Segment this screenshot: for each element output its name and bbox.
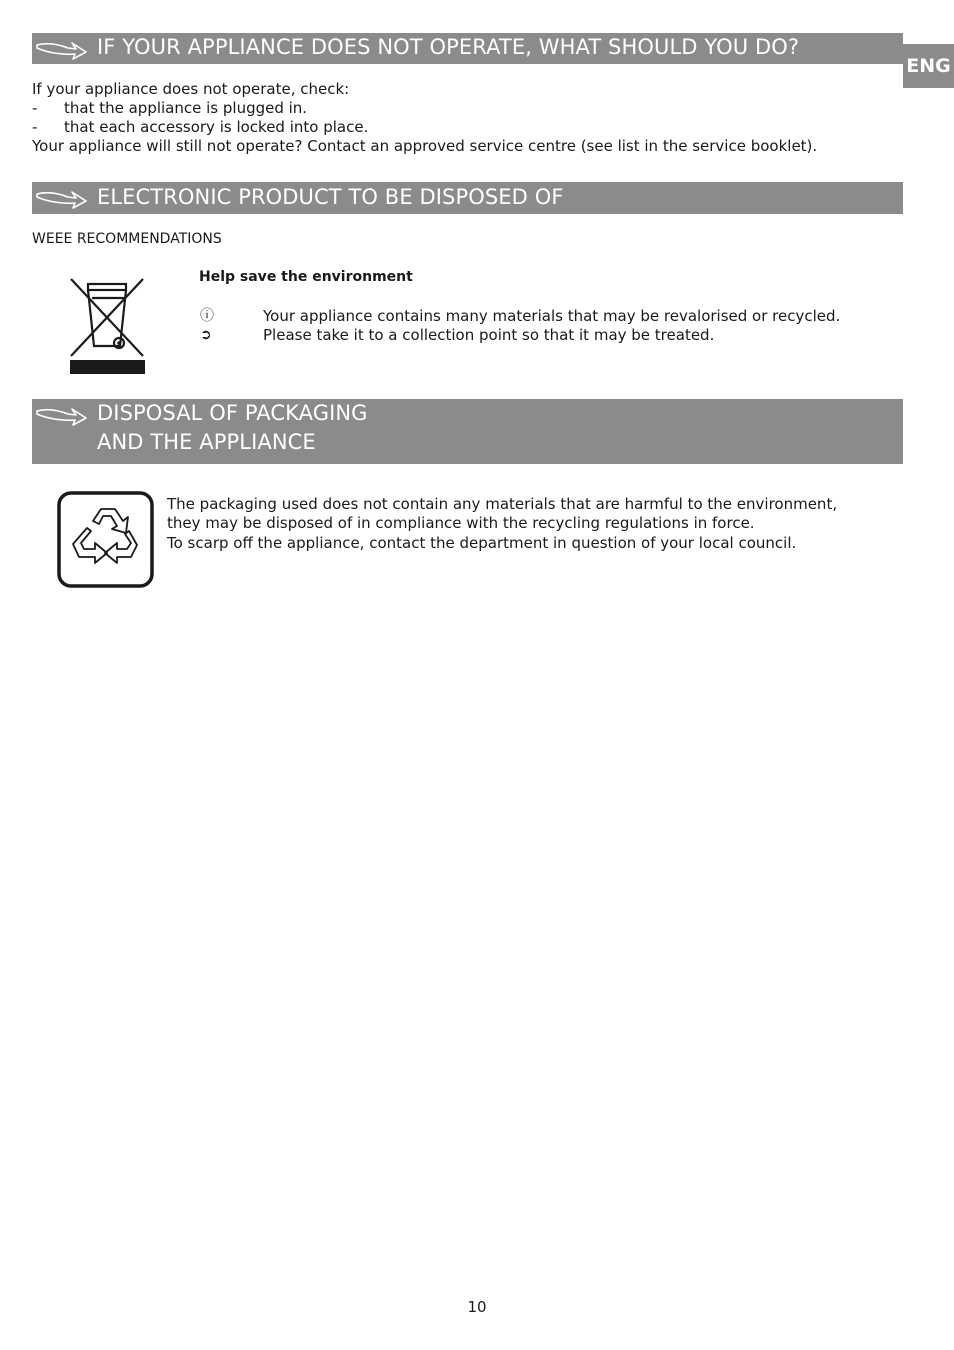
hand-arrow-icon xyxy=(34,39,88,61)
packaging-text-line-2: they may be disposed of in compliance with the recycling regulations in force. xyxy=(167,514,755,532)
check-item-accessory: that each accessory is locked into place. xyxy=(64,118,369,136)
recycle-icon xyxy=(57,491,154,588)
hand-arrow-icon xyxy=(34,405,88,427)
section-header-not-operating xyxy=(32,33,903,64)
section-header-electronic-disposal xyxy=(32,182,903,214)
section-title-line-2: AND THE APPLIANCE xyxy=(97,430,316,454)
info-icon: ⓘ xyxy=(200,308,214,324)
packaging-text-line-3: To scarp off the appliance, contact the department in question of your local council. xyxy=(167,534,797,552)
packaging-text-line-1: The packaging used does not contain any materials that are harmful to the environment, xyxy=(167,495,838,513)
weee-subtitle: WEEE RECOMMENDATIONS xyxy=(32,231,222,247)
section-title-line-1: DISPOSAL OF PACKAGING xyxy=(97,401,368,425)
environment-heading: Help save the environment xyxy=(199,269,413,285)
section-title: IF YOUR APPLIANCE DOES NOT OPERATE, WHAT SHOULD YOU DO? xyxy=(97,35,800,59)
section-title: ELECTRONIC PRODUCT TO BE DISPOSED OF xyxy=(97,185,564,209)
service-centre-text: Your appliance will still not operate? Contact an approved service centre (see list in the service booklet). xyxy=(32,137,818,155)
check-item-plugged: that the appliance is plugged in. xyxy=(64,99,308,117)
language-tab: ENG xyxy=(903,44,954,88)
check-dash: - xyxy=(32,99,38,117)
crossed-wheelie-bin-icon xyxy=(68,276,146,376)
section-header-packaging-disposal xyxy=(32,399,903,464)
hand-arrow-icon xyxy=(34,188,88,210)
collection-point-text: Please take it to a collection point so that it may be treated. xyxy=(263,326,715,344)
check-dash: - xyxy=(32,118,38,136)
recycle-info-text: Your appliance contains many materials that may be revalorised or recycled. xyxy=(263,307,841,325)
arrow-right-icon: ➲ xyxy=(200,327,212,343)
page-number: 10 xyxy=(467,1298,487,1316)
intro-text: If your appliance does not operate, check: xyxy=(32,80,350,98)
